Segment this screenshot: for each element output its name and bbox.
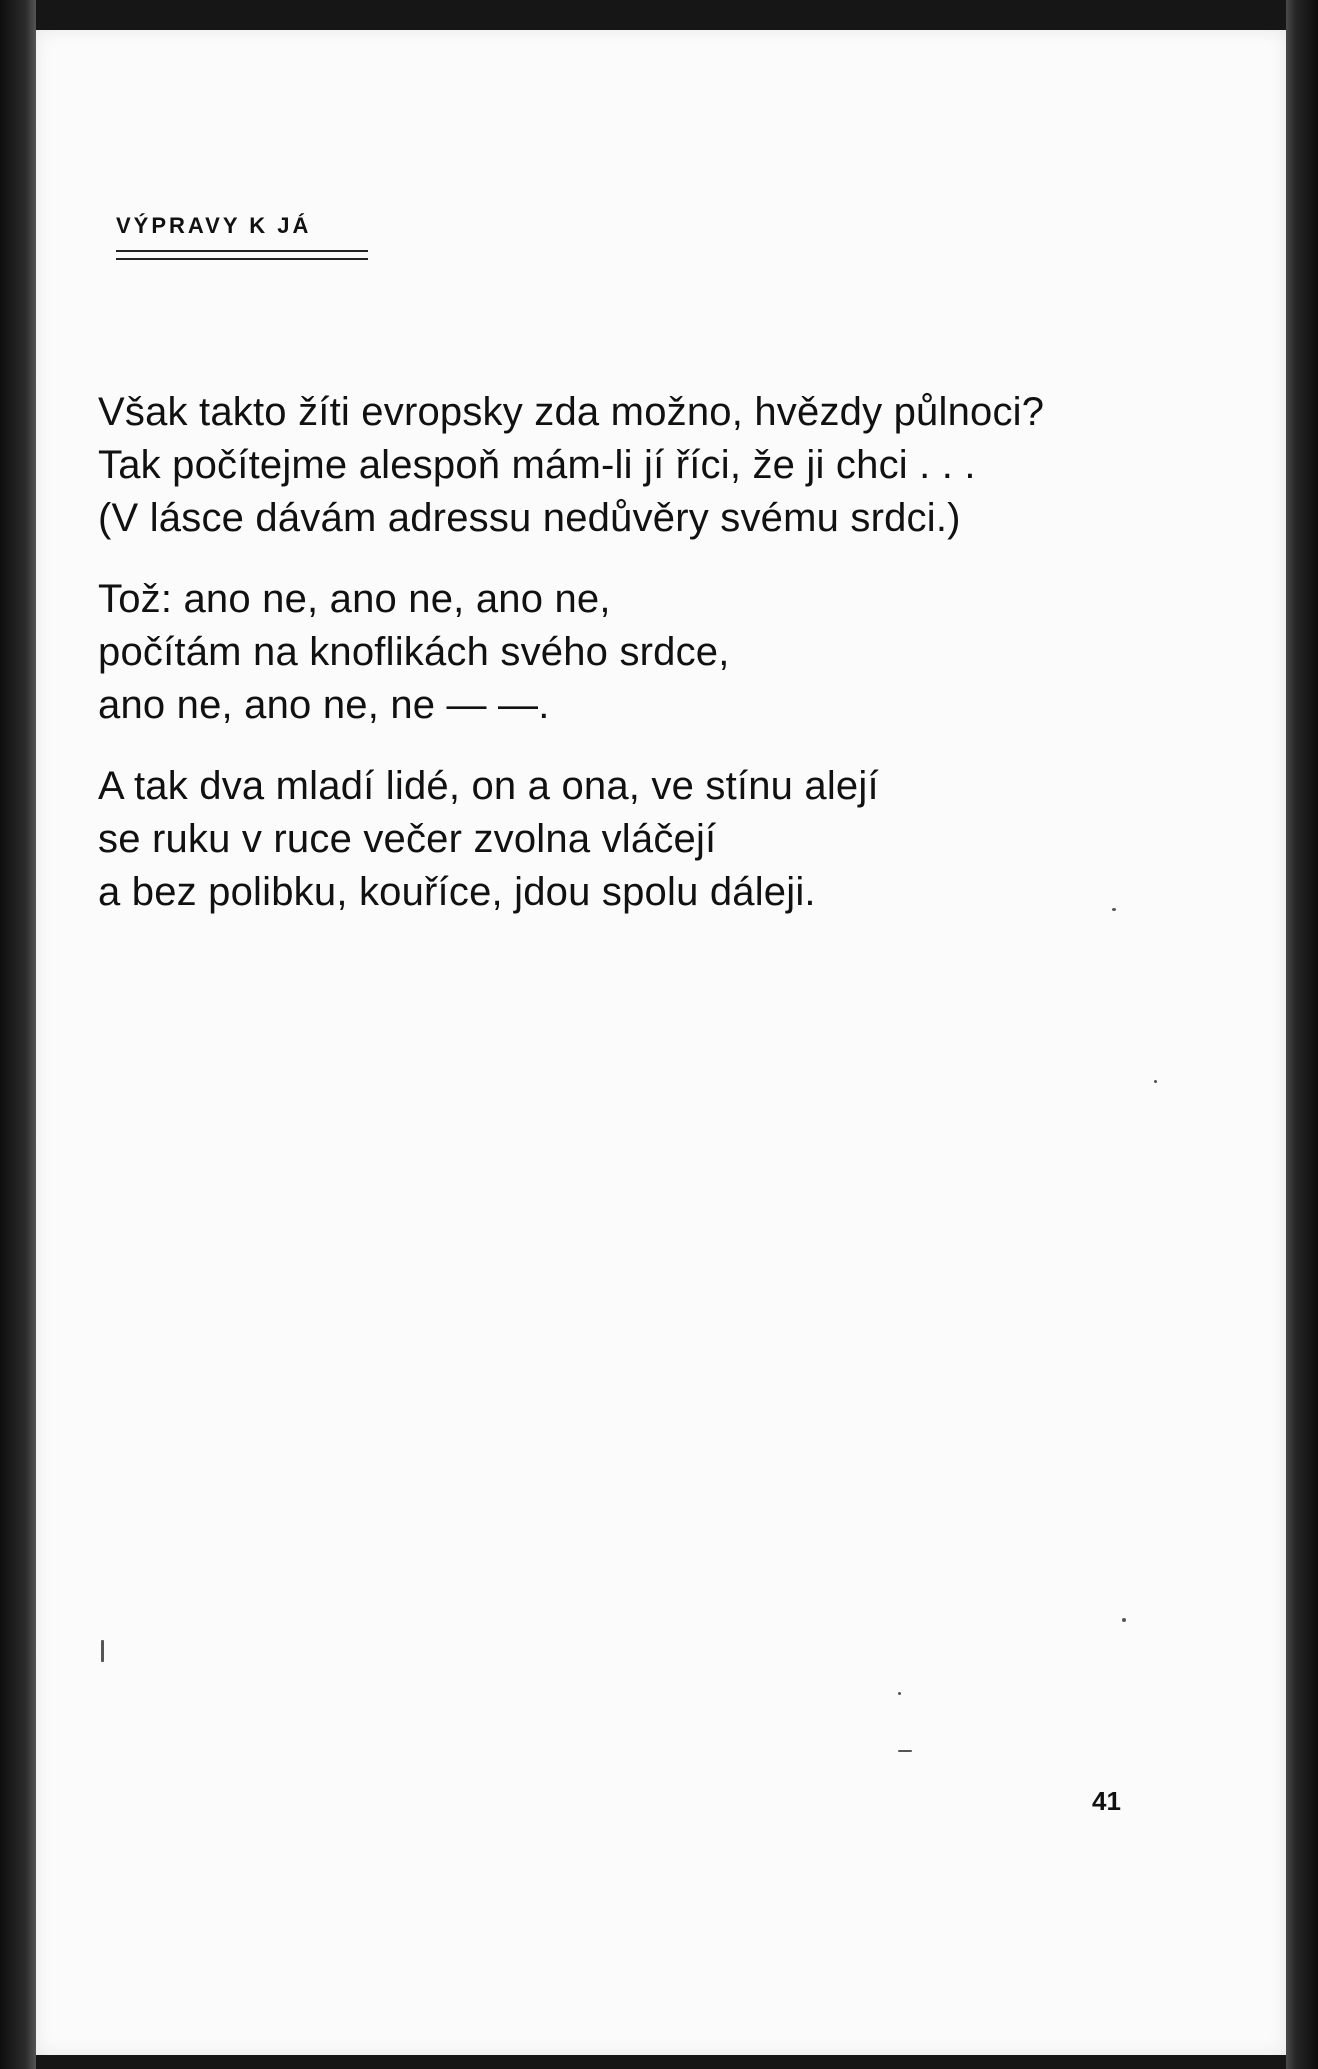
- scan-speck: [1154, 1080, 1157, 1083]
- poem-body: [98, 386, 1218, 947]
- page-number: 41: [1092, 1786, 1121, 1816]
- poem-line: Tak počítejme alespoň mám-li jí říci, že ji chci . . .: [98, 443, 976, 487]
- poem-line: Tož: ano ne, ano ne, ano ne,: [98, 577, 611, 621]
- stanza-3: [98, 760, 1218, 919]
- stanza-2: [98, 573, 1218, 732]
- poem-line: ano ne, ano ne, ne — —.: [98, 683, 550, 727]
- poem-line: A tak dva mladí lidé, on a ona, ve stínu alejí: [98, 764, 879, 808]
- scan-speck: [898, 1750, 912, 1752]
- poem-line: a bez polibku, kouříce, jdou spolu dáleji.: [98, 870, 816, 914]
- running-head-rule-upper: [116, 250, 368, 252]
- poem-line: Však takto žíti evropsky zda možno, hvězdy půlnoci?: [98, 390, 1045, 434]
- poem-line: počítám na knoflikách svého srdce,: [98, 630, 730, 674]
- poem-line: (V lásce dávám adressu nedůvěry svému srdci.): [98, 496, 961, 540]
- scan-speck: [101, 1640, 104, 1662]
- poem-line: se ruku v ruce večer zvolna vláčejí: [98, 817, 717, 861]
- right-scan-border: [1286, 0, 1318, 2069]
- scan-speck: [1122, 1618, 1126, 1622]
- running-head-rule-lower: [116, 258, 368, 260]
- running-head: VÝPRAVY K JÁ: [116, 213, 312, 238]
- left-scan-border: [0, 0, 36, 2069]
- scan-speck: [898, 1692, 901, 1695]
- scan-speck: [1112, 908, 1116, 911]
- page-sheet: [36, 30, 1286, 2055]
- stanza-1: [98, 386, 1218, 545]
